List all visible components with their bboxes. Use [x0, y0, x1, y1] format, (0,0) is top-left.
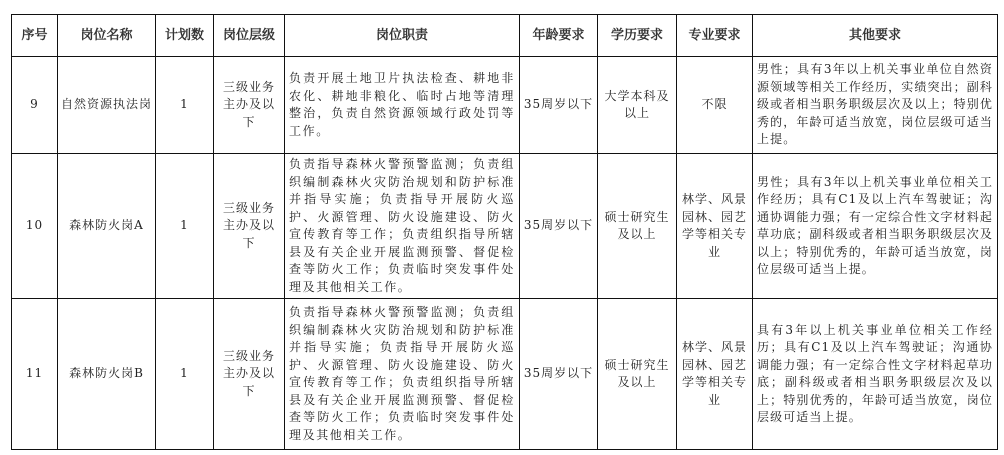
cell-age: 35周岁以下 [520, 299, 598, 450]
cell-edu: 硕士研究生及以上 [598, 299, 677, 450]
table-row [12, 57, 998, 154]
cell-name: 自然资源执法岗 [58, 57, 156, 154]
header-age: 年龄要求 [520, 15, 598, 57]
cell-count: 1 [156, 154, 214, 299]
cell-major: 林学、风景园林、园艺学等相关专业 [677, 299, 753, 450]
header-row [12, 15, 998, 57]
cell-level: 三级业务主办及以下 [214, 154, 285, 299]
table-row [12, 154, 998, 299]
cell-count: 1 [156, 57, 214, 154]
cell-name: 森林防火岗A [58, 154, 156, 299]
cell-name: 森林防火岗B [58, 299, 156, 450]
cell-no: 11 [12, 299, 58, 450]
cell-duty: 负责指导森林火警预警监测；负责组织编制森林火灾防治规划和防护标准并指导实施；负责指导开展防火巡护、火源管理、防火设施建设、防火宣传教育等工作；负责组织指导所辖县及有关企业开展监测预警、督促检查等防火工作；负责临时突发事件处理及其他相关工作。 [285, 154, 520, 299]
header-no: 序号 [12, 15, 58, 57]
cell-no: 9 [12, 57, 58, 154]
header-other: 其他要求 [753, 15, 998, 57]
table-row [12, 299, 998, 450]
header-major: 专业要求 [677, 15, 753, 57]
cell-major: 林学、风景园林、园艺学等相关专业 [677, 154, 753, 299]
header-name: 岗位名称 [58, 15, 156, 57]
cell-duty: 负责指导森林火警预警监测；负责组织编制森林火灾防治规划和防护标准并指导实施；负责指导开展防火巡护、火源管理、防火设施建设、防火宣传教育等工作；负责组织指导所辖县及有关企业开展监测预警、督促检查等防火工作；负责临时突发事件处理及其他相关工作。 [285, 299, 520, 450]
cell-age: 35周岁以下 [520, 154, 598, 299]
cell-other: 男性；具有3年以上机关事业单位相关工作经历；具有C1及以上汽车驾驶证；沟通协调能力强；有一定综合性文字材料起草功底；副科级或者相当职务职级层次及以上；特别优秀的，年龄可适当放宽，岗位层级可适当上提。 [753, 154, 998, 299]
cell-count: 1 [156, 299, 214, 450]
cell-other: 具有3年以上机关事业单位相关工作经历；具有C1及以上汽车驾驶证；沟通协调能力强；有一定综合性文字材料起草功底；副科级或者相当职务职级层次及以上；特别优秀的，年龄可适当放宽，岗位层级可适当上提。 [753, 299, 998, 450]
cell-level: 三级业务主办及以下 [214, 299, 285, 450]
header-count: 计划数 [156, 15, 214, 57]
cell-age: 35周岁以下 [520, 57, 598, 154]
cell-edu: 大学本科及以上 [598, 57, 677, 154]
cell-no: 10 [12, 154, 58, 299]
job-positions-table [11, 14, 998, 450]
header-edu: 学历要求 [598, 15, 677, 57]
cell-level: 三级业务主办及以下 [214, 57, 285, 154]
header-level: 岗位层级 [214, 15, 285, 57]
cell-edu: 硕士研究生及以上 [598, 154, 677, 299]
cell-duty: 负责开展土地卫片执法检查、耕地非农化、耕地非粮化、临时占地等清理整治，负责自然资源领域行政处罚等工作。 [285, 57, 520, 154]
cell-major: 不限 [677, 57, 753, 154]
header-duty: 岗位职责 [285, 15, 520, 57]
cell-other: 男性；具有3年以上机关事业单位自然资源领域等相关工作经历，实绩突出；副科级或者相当职务职级层次及以上；特别优秀的，年龄可适当放宽，岗位层级可适当上提。 [753, 57, 998, 154]
